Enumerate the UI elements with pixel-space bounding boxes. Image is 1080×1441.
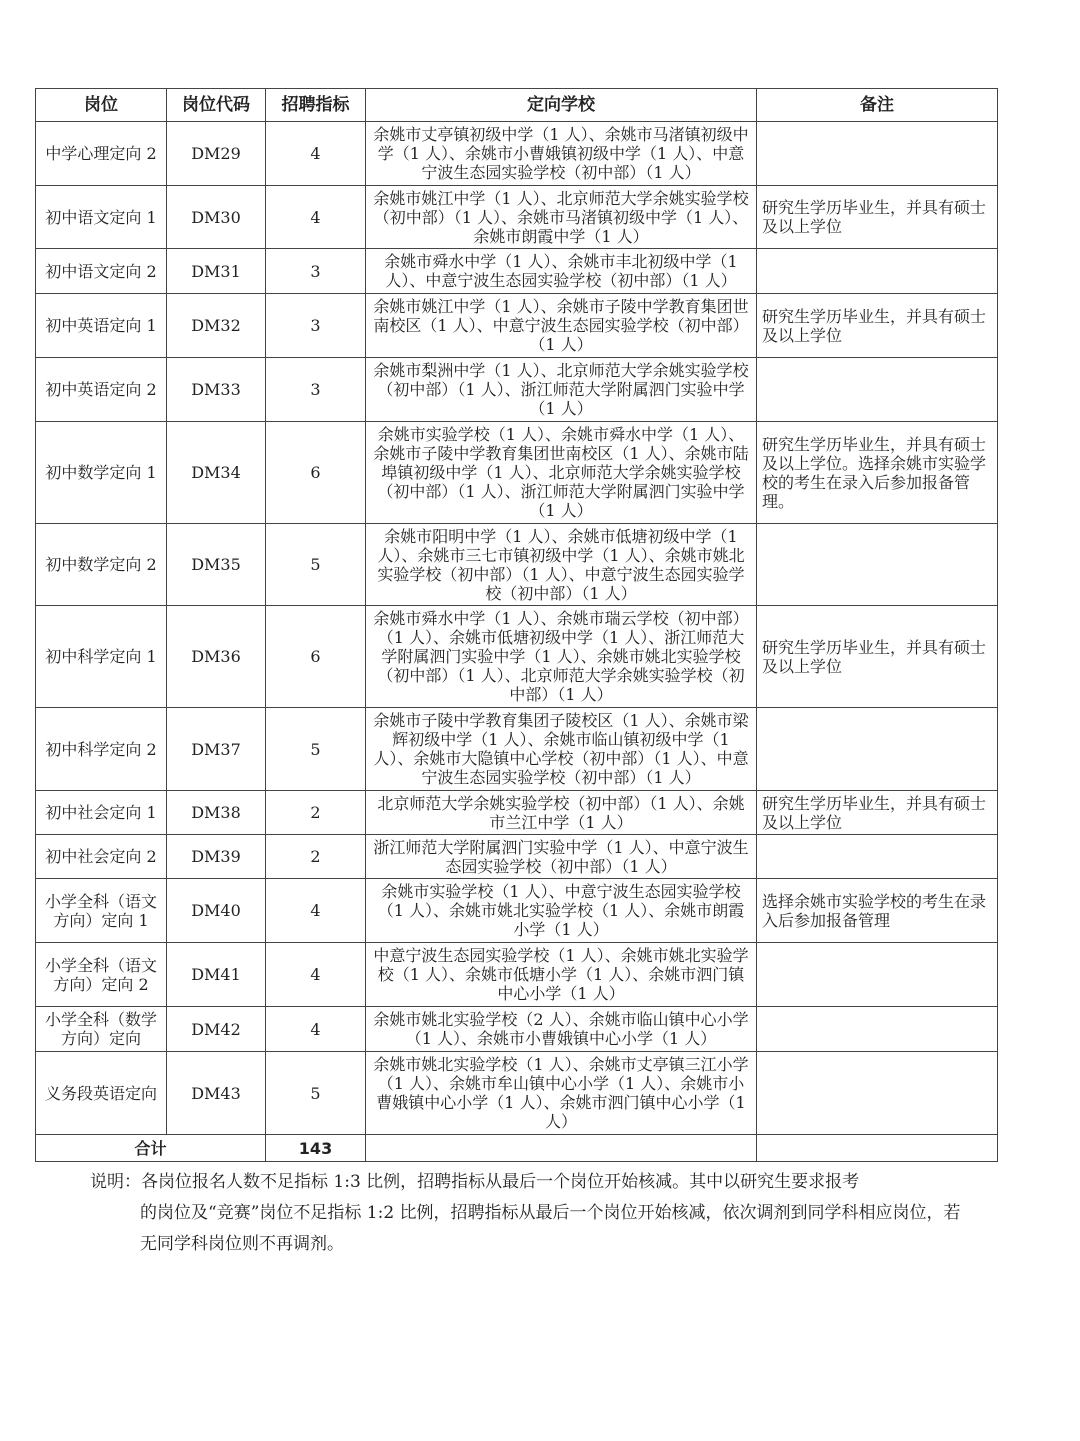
count-cell: 3 (266, 294, 366, 358)
schools-cell: 余姚市舜水中学（1 人）、余姚市丰北初级中学（1 人）、中意宁波生态园实验学校（初中部）（1 人） (366, 249, 757, 294)
count-cell: 4 (266, 1007, 366, 1052)
post-cell: 小学全科（数学方向）定向 (36, 1007, 167, 1052)
footnote-lead: 说明：各岗位报名人数不足指标 1:3 比例，招聘指标从最后一个岗位开始核减。其中以研究生要求报考 (90, 1172, 860, 1192)
schools-cell: 中意宁波生态园实验学校（1 人）、余姚市姚北实验学校（1 人）、余姚市低塘小学（1 人）、余姚市泗门镇中心小学（1 人） (366, 943, 757, 1007)
count-cell: 6 (266, 422, 366, 524)
post-cell: 初中科学定向 2 (36, 708, 167, 791)
schools-cell: 余姚市姚江中学（1 人）、余姚市子陵中学教育集团世南校区（1 人）、中意宁波生态园实验学校（初中部）（1 人） (366, 294, 757, 358)
table-row (36, 606, 998, 708)
post-cell: 初中语文定向 2 (36, 249, 167, 294)
count-cell: 3 (266, 249, 366, 294)
total-empty-note (757, 1135, 998, 1162)
table-row (36, 1052, 998, 1135)
schools-cell: 余姚市实验学校（1 人）、中意宁波生态园实验学校（1 人）、余姚市姚北实验学校（1 人）、余姚市朗霞小学（1 人） (366, 879, 757, 943)
code-cell: DM32 (167, 294, 266, 358)
schools-cell: 余姚市姚北实验学校（1 人）、余姚市丈亭镇三江小学（1 人）、余姚市牟山镇中心小学（1 人）、余姚市小曹娥镇中心小学（1 人）、余姚市泗门镇中心小学（1 人） (366, 1052, 757, 1135)
code-cell: DM33 (167, 358, 266, 422)
table-row (36, 708, 998, 791)
note-cell: 选择余姚市实验学校的考生在录入后参加报备管理 (757, 879, 998, 943)
code-cell: DM35 (167, 524, 266, 606)
code-cell: DM43 (167, 1052, 266, 1135)
code-cell: DM36 (167, 606, 266, 708)
table-row (36, 294, 998, 358)
post-cell: 初中英语定向 2 (36, 358, 167, 422)
count-cell: 5 (266, 524, 366, 606)
note-cell (757, 122, 998, 186)
schools-cell: 余姚市丈亭镇初级中学（1 人）、余姚市马渚镇初级中学（1 人）、余姚市小曹娥镇初级中学（1 人）、中意宁波生态园实验学校（初中部）（1 人） (366, 122, 757, 186)
schools-cell: 余姚市姚江中学（1 人）、北京师范大学余姚实验学校（初中部）（1 人）、余姚市马渚镇初级中学（1 人）、余姚市朗霞中学（1 人） (366, 186, 757, 249)
table-row (36, 879, 998, 943)
code-cell: DM34 (167, 422, 266, 524)
header-schools: 定向学校 (366, 89, 757, 122)
post-cell: 中学心理定向 2 (36, 122, 167, 186)
note-cell (757, 249, 998, 294)
table-row (36, 835, 998, 879)
code-cell: DM31 (167, 249, 266, 294)
note-cell (757, 1007, 998, 1052)
count-cell: 4 (266, 186, 366, 249)
header-code: 岗位代码 (167, 89, 266, 122)
count-cell: 2 (266, 791, 366, 835)
post-cell: 初中语文定向 1 (36, 186, 167, 249)
schools-cell: 余姚市舜水中学（1 人）、余姚市瑞云学校（初中部）（1 人）、余姚市低塘初级中学（1 人）、浙江师范大学附属泗门实验中学（1 人）、余姚市姚北实验学校（初中部）（1 人）、北京师范大学余姚实验学校（初中部）（1 人） (366, 606, 757, 708)
post-cell: 初中社会定向 2 (36, 835, 167, 879)
table-body (36, 122, 998, 1135)
code-cell: DM42 (167, 1007, 266, 1052)
post-cell: 初中数学定向 2 (36, 524, 167, 606)
count-cell: 5 (266, 1052, 366, 1135)
note-cell (757, 524, 998, 606)
schools-cell: 余姚市实验学校（1 人）、余姚市舜水中学（1 人）、余姚市子陵中学教育集团世南校区（1 人）、余姚市陆埠镇初级中学（1 人）、北京师范大学余姚实验学校（初中部）（1 人）、浙江师范大学附属泗门实验中学（1 人） (366, 422, 757, 524)
total-label: 合计 (36, 1135, 266, 1162)
table-row (36, 791, 998, 835)
note-cell (757, 708, 998, 791)
post-cell: 义务段英语定向 (36, 1052, 167, 1135)
code-cell: DM40 (167, 879, 266, 943)
header-post: 岗位 (36, 89, 167, 122)
note-cell: 研究生学历毕业生，并具有硕士及以上学位 (757, 186, 998, 249)
table-row (36, 943, 998, 1007)
schools-cell: 余姚市姚北实验学校（2 人）、余姚市临山镇中心小学（1 人）、余姚市小曹娥镇中心小学（1 人） (366, 1007, 757, 1052)
schools-cell: 余姚市梨洲中学（1 人）、北京师范大学余姚实验学校（初中部）（1 人）、浙江师范大学附属泗门实验中学（1 人） (366, 358, 757, 422)
table-row (36, 122, 998, 186)
total-empty-schools (366, 1135, 757, 1162)
note-cell (757, 1052, 998, 1135)
post-cell: 小学全科（语文方向）定向 1 (36, 879, 167, 943)
post-cell: 初中英语定向 1 (36, 294, 167, 358)
table-row (36, 249, 998, 294)
schools-cell: 北京师范大学余姚实验学校（初中部）（1 人）、余姚市兰江中学（1 人） (366, 791, 757, 835)
total-count: 143 (266, 1135, 366, 1162)
table-row (36, 358, 998, 422)
schools-cell: 浙江师范大学附属泗门实验中学（1 人）、中意宁波生态园实验学校（初中部）（1 人） (366, 835, 757, 879)
table-row (36, 524, 998, 606)
code-cell: DM39 (167, 835, 266, 879)
count-cell: 4 (266, 943, 366, 1007)
code-cell: DM41 (167, 943, 266, 1007)
code-cell: DM37 (167, 708, 266, 791)
count-cell: 2 (266, 835, 366, 879)
schools-cell: 余姚市阳明中学（1 人）、余姚市低塘初级中学（1 人）、余姚市三七市镇初级中学（1 人）、余姚市姚北实验学校（初中部）（1 人）、中意宁波生态园实验学校（初中部）（1 人） (366, 524, 757, 606)
code-cell: DM29 (167, 122, 266, 186)
table-row (36, 186, 998, 249)
footnote-body: 的岗位及“竞赛”岗位不足指标 1:2 比例，招聘指标从最后一个岗位开始核减，依次调剂到同学科相应岗位，若无同学科岗位则不再调剂。 (140, 1203, 961, 1254)
note-cell (757, 835, 998, 879)
code-cell: DM38 (167, 791, 266, 835)
note-cell: 研究生学历毕业生，并具有硕士及以上学位 (757, 294, 998, 358)
count-cell: 6 (266, 606, 366, 708)
code-cell: DM30 (167, 186, 266, 249)
count-cell: 4 (266, 879, 366, 943)
header-count: 招聘指标 (266, 89, 366, 122)
post-cell: 初中社会定向 1 (36, 791, 167, 835)
note-cell (757, 358, 998, 422)
footnote (90, 1167, 970, 1260)
note-cell: 研究生学历毕业生，并具有硕士及以上学位 (757, 791, 998, 835)
header-note: 备注 (757, 89, 998, 122)
table-header-row (36, 89, 998, 122)
table-row (36, 1007, 998, 1052)
count-cell: 4 (266, 122, 366, 186)
post-cell: 小学全科（语文方向）定向 2 (36, 943, 167, 1007)
post-cell: 初中科学定向 1 (36, 606, 167, 708)
total-row (36, 1135, 998, 1162)
note-cell (757, 943, 998, 1007)
count-cell: 5 (266, 708, 366, 791)
recruitment-table (35, 88, 998, 1162)
note-cell: 研究生学历毕业生，并具有硕士及以上学位 (757, 606, 998, 708)
count-cell: 3 (266, 358, 366, 422)
post-cell: 初中数学定向 1 (36, 422, 167, 524)
note-cell: 研究生学历毕业生，并具有硕士及以上学位。选择余姚市实验学校的考生在录入后参加报备管理。 (757, 422, 998, 524)
table-row (36, 422, 998, 524)
schools-cell: 余姚市子陵中学教育集团子陵校区（1 人）、余姚市梁辉初级中学（1 人）、余姚市临山镇初级中学（1 人）、余姚市大隐镇中心学校（初中部）（1 人）、中意宁波生态园实验学校（初中部）（1 人） (366, 708, 757, 791)
